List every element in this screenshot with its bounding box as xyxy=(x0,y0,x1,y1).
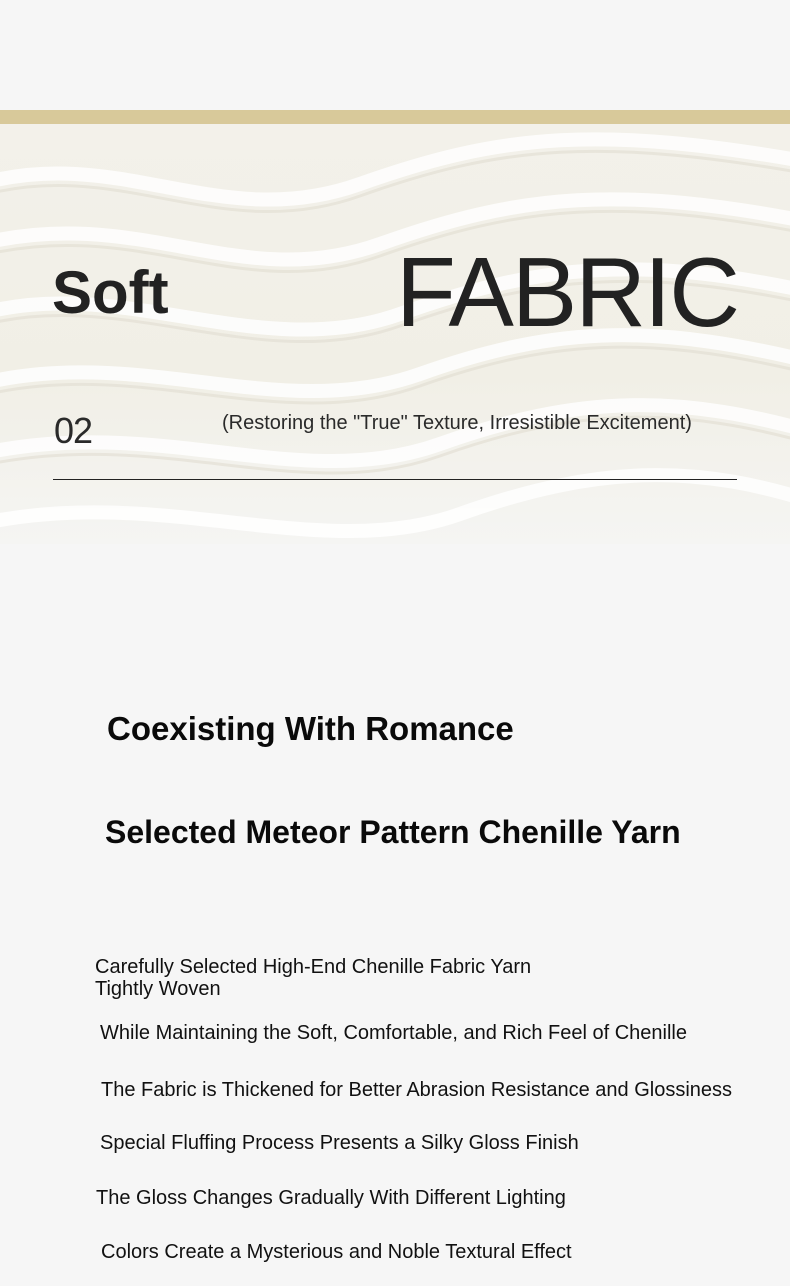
feature-line: The Fabric is Thickened for Better Abrasion Resistance and Glossiness xyxy=(101,1079,733,1101)
hero-tagline: (Restoring the "True" Texture, Irresistible Excitement) xyxy=(222,412,692,434)
heading-coexisting-with-romance: Coexisting With Romance xyxy=(107,710,514,747)
feature-line: Tightly Woven xyxy=(95,978,221,1000)
hero-word-fabric: FABRIC xyxy=(396,237,738,347)
hero-word-soft: Soft xyxy=(52,259,169,326)
feature-line: Carefully Selected High-End Chenille Fabric Yarn xyxy=(95,956,532,978)
heading-chenille-yarn: Selected Meteor Pattern Chenille Yarn xyxy=(105,814,681,850)
feature-line: Special Fluffing Process Presents a Silky Gloss Finish xyxy=(100,1132,579,1154)
feature-line: The Gloss Changes Gradually With Different Lighting xyxy=(96,1187,566,1209)
top-accent-bar xyxy=(0,110,790,124)
feature-line: While Maintaining the Soft, Comfortable, and Rich Feel of Chenille xyxy=(100,1022,687,1044)
section-number: 02 xyxy=(54,410,93,451)
feature-line: Colors Create a Mysterious and Noble Textural Effect xyxy=(101,1241,572,1263)
divider-line xyxy=(53,479,737,480)
